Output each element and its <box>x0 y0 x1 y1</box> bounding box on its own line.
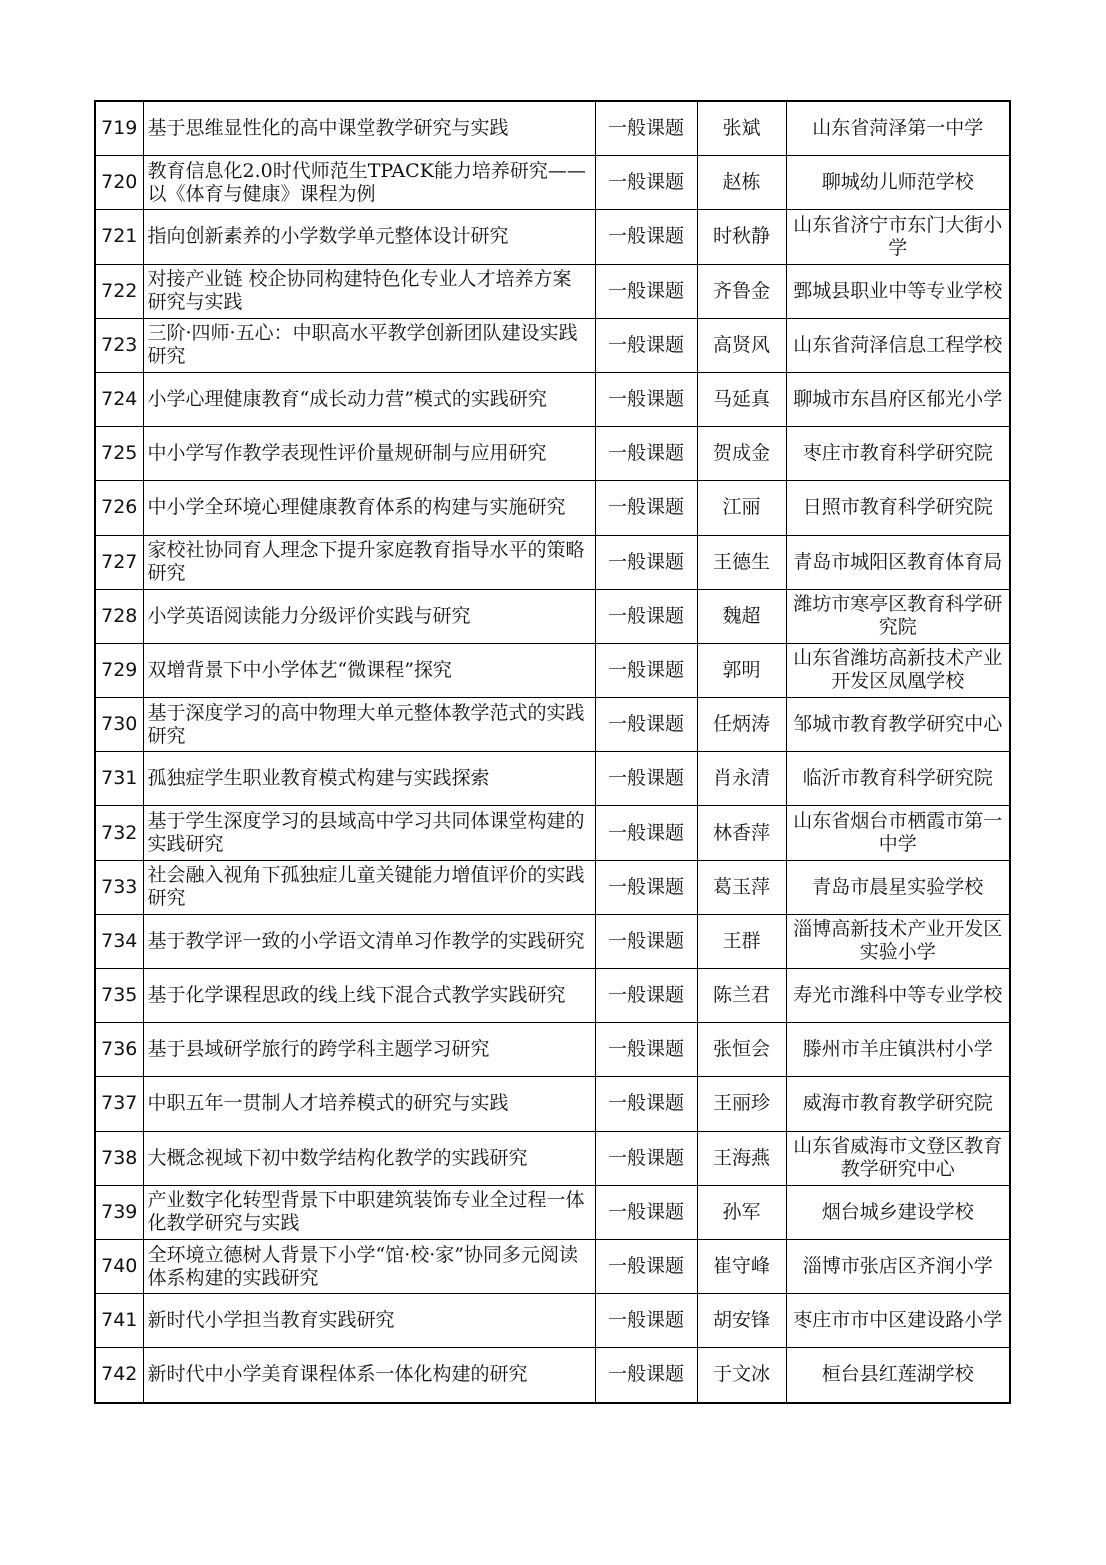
table-row <box>95 752 1010 806</box>
project-type: 一般课题 <box>595 806 697 860</box>
table-row <box>95 210 1010 264</box>
project-type: 一般课题 <box>595 210 697 264</box>
project-leader: 陈兰君 <box>697 969 786 1023</box>
project-organization: 威海市教育教学研究院 <box>786 1077 1010 1131</box>
row-number: 720 <box>95 156 143 210</box>
row-number: 739 <box>95 1185 143 1239</box>
project-title: 大概念视域下初中数学结构化教学的实践研究 <box>143 1131 595 1185</box>
project-leader: 赵栋 <box>697 156 786 210</box>
table-row <box>95 698 1010 752</box>
row-number: 726 <box>95 481 143 535</box>
project-organization: 山东省菏泽第一中学 <box>786 101 1010 156</box>
project-type: 一般课题 <box>595 914 697 968</box>
project-organization: 鄄城县职业中等专业学校 <box>786 264 1010 318</box>
project-title: 新时代中小学美育课程体系一体化构建的研究 <box>143 1348 595 1403</box>
project-type: 一般课题 <box>595 1077 697 1131</box>
project-organization: 烟台城乡建设学校 <box>786 1185 1010 1239</box>
project-title: 双增背景下中小学体艺“微课程”探究 <box>143 643 595 697</box>
project-title: 教育信息化2.0时代师范生TPACK能力培养研究——以《体育与健康》课程为例 <box>143 156 595 210</box>
project-organization: 山东省烟台市栖霞市第一中学 <box>786 806 1010 860</box>
project-organization: 淄博市张店区齐润小学 <box>786 1239 1010 1293</box>
project-organization: 山东省济宁市东门大街小学 <box>786 210 1010 264</box>
row-number: 731 <box>95 752 143 806</box>
project-organization: 邹城市教育教学研究中心 <box>786 698 1010 752</box>
table-row <box>95 969 1010 1023</box>
row-number: 741 <box>95 1294 143 1348</box>
project-organization: 山东省潍坊高新技术产业开发区凤凰学校 <box>786 643 1010 697</box>
table-row <box>95 318 1010 372</box>
project-organization: 潍坊市寒亭区教育科学研究院 <box>786 589 1010 643</box>
project-title: 小学英语阅读能力分级评价实践与研究 <box>143 589 595 643</box>
project-leader: 肖永清 <box>697 752 786 806</box>
project-leader: 张恒会 <box>697 1023 786 1077</box>
project-title: 产业数字化转型背景下中职建筑装饰专业全过程一体化教学研究与实践 <box>143 1185 595 1239</box>
project-organization: 滕州市羊庄镇洪村小学 <box>786 1023 1010 1077</box>
project-table-body <box>95 101 1010 1403</box>
project-organization: 青岛市城阳区教育体育局 <box>786 535 1010 589</box>
project-type: 一般课题 <box>595 589 697 643</box>
project-title: 指向创新素养的小学数学单元整体设计研究 <box>143 210 595 264</box>
table-row <box>95 1294 1010 1348</box>
project-organization: 聊城幼儿师范学校 <box>786 156 1010 210</box>
project-type: 一般课题 <box>595 969 697 1023</box>
table-row <box>95 101 1010 156</box>
project-title: 中小学全环境心理健康教育体系的构建与实施研究 <box>143 481 595 535</box>
project-leader: 马延真 <box>697 372 786 426</box>
project-organization: 枣庄市教育科学研究院 <box>786 427 1010 481</box>
project-title: 新时代小学担当教育实践研究 <box>143 1294 595 1348</box>
row-number: 719 <box>95 101 143 156</box>
row-number: 735 <box>95 969 143 1023</box>
table-row <box>95 643 1010 697</box>
project-leader: 胡安锋 <box>697 1294 786 1348</box>
table-row <box>95 264 1010 318</box>
project-title: 社会融入视角下孤独症儿童关键能力增值评价的实践研究 <box>143 860 595 914</box>
table-row <box>95 1077 1010 1131</box>
project-type: 一般课题 <box>595 698 697 752</box>
table-row <box>95 481 1010 535</box>
project-leader: 高贤风 <box>697 318 786 372</box>
project-title: 基于深度学习的高中物理大单元整体教学范式的实践研究 <box>143 698 595 752</box>
project-type: 一般课题 <box>595 1348 697 1403</box>
project-title: 基于县域研学旅行的跨学科主题学习研究 <box>143 1023 595 1077</box>
project-title: 家校社协同育人理念下提升家庭教育指导水平的策略研究 <box>143 535 595 589</box>
table-row <box>95 860 1010 914</box>
project-title: 基于学生深度学习的县域高中学习共同体课堂构建的实践研究 <box>143 806 595 860</box>
project-organization: 枣庄市市中区建设路小学 <box>786 1294 1010 1348</box>
project-organization: 青岛市晨星实验学校 <box>786 860 1010 914</box>
row-number: 733 <box>95 860 143 914</box>
row-number: 729 <box>95 643 143 697</box>
project-title: 全环境立德树人背景下小学“馆·校·家”协同多元阅读体系构建的实践研究 <box>143 1239 595 1293</box>
project-leader: 于文冰 <box>697 1348 786 1403</box>
project-type: 一般课题 <box>595 752 697 806</box>
row-number: 732 <box>95 806 143 860</box>
project-type: 一般课题 <box>595 156 697 210</box>
project-leader: 张斌 <box>697 101 786 156</box>
project-organization: 淄博高新技术产业开发区实验小学 <box>786 914 1010 968</box>
table-row <box>95 806 1010 860</box>
row-number: 742 <box>95 1348 143 1403</box>
project-organization: 临沂市教育科学研究院 <box>786 752 1010 806</box>
project-type: 一般课题 <box>595 1294 697 1348</box>
project-table <box>94 100 1011 1404</box>
table-row <box>95 1348 1010 1403</box>
project-organization: 寿光市潍科中等专业学校 <box>786 969 1010 1023</box>
row-number: 722 <box>95 264 143 318</box>
project-leader: 葛玉萍 <box>697 860 786 914</box>
project-leader: 任炳涛 <box>697 698 786 752</box>
project-leader: 郭明 <box>697 643 786 697</box>
table-row <box>95 914 1010 968</box>
table-row <box>95 427 1010 481</box>
table-row <box>95 1185 1010 1239</box>
project-title: 中职五年一贯制人才培养模式的研究与实践 <box>143 1077 595 1131</box>
table-row <box>95 589 1010 643</box>
project-type: 一般课题 <box>595 264 697 318</box>
project-type: 一般课题 <box>595 318 697 372</box>
project-leader: 时秋静 <box>697 210 786 264</box>
project-type: 一般课题 <box>595 1239 697 1293</box>
row-number: 737 <box>95 1077 143 1131</box>
row-number: 730 <box>95 698 143 752</box>
project-leader: 崔守峰 <box>697 1239 786 1293</box>
project-type: 一般课题 <box>595 1185 697 1239</box>
row-number: 736 <box>95 1023 143 1077</box>
project-leader: 魏超 <box>697 589 786 643</box>
project-organization: 日照市教育科学研究院 <box>786 481 1010 535</box>
project-leader: 王群 <box>697 914 786 968</box>
project-title: 三阶·四师·五心：中职高水平教学创新团队建设实践研究 <box>143 318 595 372</box>
project-leader: 王德生 <box>697 535 786 589</box>
project-title: 中小学写作教学表现性评价量规研制与应用研究 <box>143 427 595 481</box>
project-type: 一般课题 <box>595 1023 697 1077</box>
project-organization: 山东省菏泽信息工程学校 <box>786 318 1010 372</box>
row-number: 740 <box>95 1239 143 1293</box>
project-title: 基于教学评一致的小学语文清单习作教学的实践研究 <box>143 914 595 968</box>
project-type: 一般课题 <box>595 372 697 426</box>
table-row <box>95 535 1010 589</box>
project-title: 对接产业链 校企协同构建特色化专业人才培养方案研究与实践 <box>143 264 595 318</box>
project-leader: 林香萍 <box>697 806 786 860</box>
row-number: 725 <box>95 427 143 481</box>
row-number: 738 <box>95 1131 143 1185</box>
table-row <box>95 1131 1010 1185</box>
project-leader: 贺成金 <box>697 427 786 481</box>
table-row <box>95 372 1010 426</box>
project-type: 一般课题 <box>595 1131 697 1185</box>
project-organization: 山东省威海市文登区教育教学研究中心 <box>786 1131 1010 1185</box>
row-number: 721 <box>95 210 143 264</box>
project-title: 孤独症学生职业教育模式构建与实践探索 <box>143 752 595 806</box>
row-number: 734 <box>95 914 143 968</box>
project-title: 小学心理健康教育“成长动力营”模式的实践研究 <box>143 372 595 426</box>
project-title: 基于思维显性化的高中课堂教学研究与实践 <box>143 101 595 156</box>
project-type: 一般课题 <box>595 481 697 535</box>
project-type: 一般课题 <box>595 643 697 697</box>
table-row <box>95 1239 1010 1293</box>
row-number: 727 <box>95 535 143 589</box>
project-leader: 江丽 <box>697 481 786 535</box>
project-leader: 齐鲁金 <box>697 264 786 318</box>
row-number: 724 <box>95 372 143 426</box>
project-organization: 聊城市东昌府区郁光小学 <box>786 372 1010 426</box>
project-type: 一般课题 <box>595 860 697 914</box>
project-type: 一般课题 <box>595 427 697 481</box>
project-type: 一般课题 <box>595 101 697 156</box>
project-title: 基于化学课程思政的线上线下混合式教学实践研究 <box>143 969 595 1023</box>
project-organization: 桓台县红莲湖学校 <box>786 1348 1010 1403</box>
table-row <box>95 156 1010 210</box>
row-number: 723 <box>95 318 143 372</box>
row-number: 728 <box>95 589 143 643</box>
table-row <box>95 1023 1010 1077</box>
project-leader: 王丽珍 <box>697 1077 786 1131</box>
project-leader: 孙军 <box>697 1185 786 1239</box>
project-leader: 王海燕 <box>697 1131 786 1185</box>
project-type: 一般课题 <box>595 535 697 589</box>
